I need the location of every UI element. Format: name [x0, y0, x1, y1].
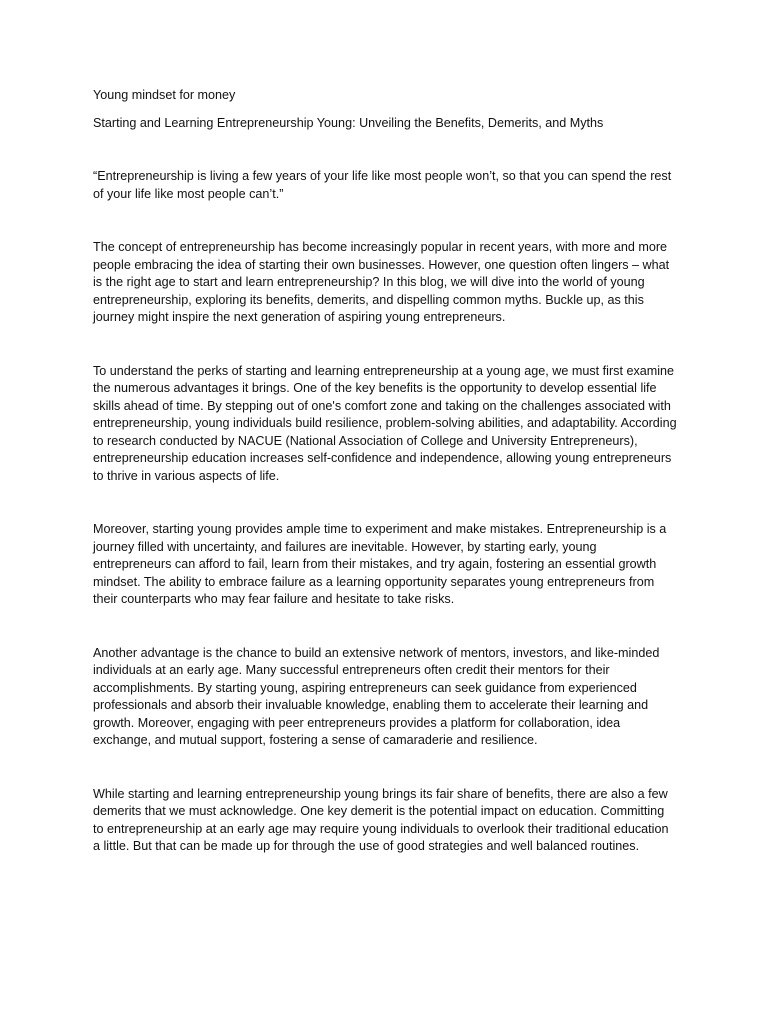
intro-paragraph: The concept of entrepreneurship has become increasingly popular in recent years, with more and more people embracing the idea of starting their own businesses. However, one question often lingers – what is the right age to start and learn entrepreneurship? In this blog, we will dive into the world of young entrepreneurship, exploring its benefits, demerits, and dispelling common myths. Buckle up, as this journey might inspire the next generation of aspiring young entrepreneurs.	[93, 240, 670, 324]
document-subtitle: Starting and Learning Entrepreneurship Young: Unveiling the Benefits, Demerits, and Myths	[93, 115, 604, 130]
document-title: Young mindset for money	[93, 88, 236, 102]
network-paragraph: Another advantage is the chance to build an extensive network of mentors, investors, and like-minded individuals at an early age. Many successful entrepreneurs often credit their mentors for their accomplishments. By starting young, aspiring entrepreneurs can seek guidance from experienced professionals and absorb their invaluable knowledge, enabling them to accelerate their learning and growth. Moreover, engaging with peer entrepreneurs provides a platform for collaboration, idea exchange, and mutual support, fostering a sense of camaraderie and resilience.	[93, 645, 660, 747]
benefits-paragraph: To understand the perks of starting and learning entrepreneurship at a young age, we must first examine the numerous advantages it brings. One of the key benefits is the opportunity to develop essential life skills ahead of time. By stepping out of one's comfort zone and taking on the challenges associated with entrepreneurship, young individuals build resilience, problem-solving abilities, and adaptability. According to research conducted by NACUE (National Association of College and University Entrepreneurs), entrepreneurship education increases self-confidence and independence, allowing young entrepreneurs to thrive in various aspects of life.	[93, 363, 677, 483]
quote-paragraph: “Entrepreneurship is living a few years of your life like most people won’t, so that you can spend the rest of your life like most people can’t.”	[93, 169, 672, 201]
document-body	[93, 87, 678, 892]
mistakes-paragraph: Moreover, starting young provides ample time to experiment and make mistakes. Entrepreneurship is a journey filled with uncertainty, and failures are inevitable. However, by starting early, young entrepreneurs can afford to fail, learn from their mistakes, and try again, fostering an essential growth mindset. The ability to embrace failure as a learning opportunity separates young entrepreneurs from their counterparts who may fear failure and hesitate to take risks.	[93, 522, 667, 606]
demerits-paragraph: While starting and learning entrepreneurship young brings its fair share of benefits, there are also a few demerits that we must acknowledge. One key demerit is the potential impact on education. Committing to entrepreneurship at an early age may require young individuals to overlook their traditional education a little. But that can be made up for through the use of good strategies and well balanced routines.	[93, 786, 669, 853]
